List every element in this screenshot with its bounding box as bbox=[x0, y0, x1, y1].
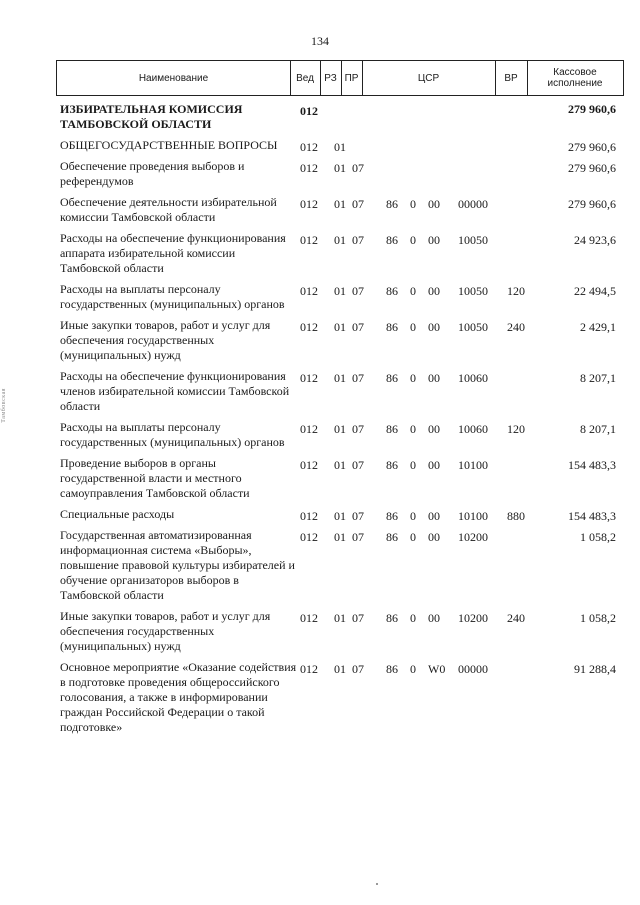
row-ved: 012 bbox=[300, 140, 318, 154]
row-vr: 880 bbox=[507, 509, 525, 523]
row-amount: 91 288,4 bbox=[574, 662, 616, 676]
row-rz: 01 bbox=[334, 458, 346, 472]
table-row bbox=[0, 102, 640, 132]
row-c2: 0 bbox=[410, 284, 416, 298]
row-amount: 279 960,6 bbox=[568, 161, 616, 175]
row-c3: 00 bbox=[428, 197, 440, 211]
row-name: Основное мероприятие «Оказание содействия в подготовке проведения общероссийского голосования, а также в информировании граждан Российской Федерации о такой подготовке» bbox=[60, 660, 297, 734]
row-name: Иные закупки товаров, работ и услуг для обеспечения государственных (муниципальных) нужд bbox=[60, 609, 271, 653]
row-ved: 012 bbox=[300, 371, 318, 385]
row-ved: 012 bbox=[300, 284, 318, 298]
header-rz: РЗ bbox=[320, 61, 342, 95]
row-c3: 00 bbox=[428, 530, 440, 544]
row-name: ОБЩЕГОСУДАРСТВЕННЫЕ ВОПРОСЫ bbox=[60, 138, 278, 152]
row-ved: 012 bbox=[300, 422, 318, 436]
table-header bbox=[56, 60, 624, 96]
row-c1: 86 bbox=[386, 371, 398, 385]
row-c4: 10100 bbox=[458, 458, 488, 472]
row-pr: 07 bbox=[352, 197, 364, 211]
row-c4: 10050 bbox=[458, 233, 488, 247]
row-c1: 86 bbox=[386, 458, 398, 472]
row-c2: 0 bbox=[410, 371, 416, 385]
row-name: Расходы на обеспечение функционирования аппарата избирательной комиссии Тамбовской области bbox=[60, 231, 286, 275]
row-pr: 07 bbox=[352, 662, 364, 676]
header-name: Наименование bbox=[57, 61, 291, 95]
header-csr: ЦСР bbox=[362, 61, 496, 95]
row-ved: 012 bbox=[300, 662, 318, 676]
row-ved: 012 bbox=[300, 509, 318, 523]
row-c3: 00 bbox=[428, 233, 440, 247]
row-name: Обеспечение деятельности избирательной комиссии Тамбовской области bbox=[60, 195, 277, 224]
row-rz: 01 bbox=[334, 422, 346, 436]
row-rz: 01 bbox=[334, 233, 346, 247]
row-c3: 00 bbox=[428, 422, 440, 436]
table-row bbox=[0, 507, 640, 522]
row-c1: 86 bbox=[386, 233, 398, 247]
row-c4: 10200 bbox=[458, 530, 488, 544]
row-c2: 0 bbox=[410, 611, 416, 625]
row-rz: 01 bbox=[334, 530, 346, 544]
table-row bbox=[0, 609, 640, 654]
row-c1: 86 bbox=[386, 284, 398, 298]
side-margin-mark: Тамбовская bbox=[1, 388, 7, 423]
row-amount: 24 923,6 bbox=[574, 233, 616, 247]
table-row bbox=[0, 318, 640, 363]
row-amount: 8 207,1 bbox=[580, 422, 616, 436]
row-pr: 07 bbox=[352, 371, 364, 385]
row-pr: 07 bbox=[352, 284, 364, 298]
row-c4: 00000 bbox=[458, 662, 488, 676]
row-pr: 07 bbox=[352, 458, 364, 472]
row-c1: 86 bbox=[386, 530, 398, 544]
row-c4: 10200 bbox=[458, 611, 488, 625]
row-amount: 154 483,3 bbox=[568, 458, 616, 472]
table-row bbox=[0, 159, 640, 189]
row-vr: 240 bbox=[507, 320, 525, 334]
row-c3: 00 bbox=[428, 509, 440, 523]
row-name: Проведение выборов в органы государственной власти и местного самоуправления Тамбовской области bbox=[60, 456, 250, 500]
row-c2: 0 bbox=[410, 233, 416, 247]
row-ved: 012 bbox=[300, 611, 318, 625]
row-ved: 012 bbox=[300, 320, 318, 334]
header-pr: ПР bbox=[341, 61, 363, 95]
table-row bbox=[0, 456, 640, 501]
row-c2: 0 bbox=[410, 509, 416, 523]
row-rz: 01 bbox=[334, 161, 346, 175]
row-rz: 01 bbox=[334, 140, 346, 154]
table-body bbox=[0, 102, 640, 741]
row-c2: 0 bbox=[410, 422, 416, 436]
row-c3: W0 bbox=[428, 662, 446, 676]
table-row bbox=[0, 138, 640, 153]
row-ved: 012 bbox=[300, 197, 318, 211]
row-c2: 0 bbox=[410, 530, 416, 544]
row-amount: 2 429,1 bbox=[580, 320, 616, 334]
row-ved: 012 bbox=[300, 530, 318, 544]
row-rz: 01 bbox=[334, 284, 346, 298]
row-c3: 00 bbox=[428, 371, 440, 385]
row-amount: 279 960,6 bbox=[568, 102, 616, 116]
scan-dot bbox=[376, 883, 378, 885]
row-amount: 279 960,6 bbox=[568, 140, 616, 154]
row-rz: 01 bbox=[334, 320, 346, 334]
row-pr: 07 bbox=[352, 611, 364, 625]
row-name: Расходы на обеспечение функционирования членов избирательной комиссии Тамбовской области bbox=[60, 369, 290, 413]
row-c3: 00 bbox=[428, 611, 440, 625]
table-row bbox=[0, 231, 640, 276]
row-name: ИЗБИРАТЕЛЬНАЯ КОМИССИЯ ТАМБОВСКОЙ ОБЛАСТИ bbox=[60, 102, 243, 131]
row-amount: 154 483,3 bbox=[568, 509, 616, 523]
row-c1: 86 bbox=[386, 320, 398, 334]
row-pr: 07 bbox=[352, 509, 364, 523]
row-c1: 86 bbox=[386, 662, 398, 676]
row-name: Специальные расходы bbox=[60, 507, 175, 521]
row-c3: 00 bbox=[428, 284, 440, 298]
row-vr: 120 bbox=[507, 422, 525, 436]
row-ved: 012 bbox=[300, 233, 318, 247]
row-pr: 07 bbox=[352, 530, 364, 544]
row-c4: 10100 bbox=[458, 509, 488, 523]
row-rz: 01 bbox=[334, 509, 346, 523]
row-c2: 0 bbox=[410, 197, 416, 211]
table-row bbox=[0, 528, 640, 603]
row-ved: 012 bbox=[300, 161, 318, 175]
row-amount: 22 494,5 bbox=[574, 284, 616, 298]
row-vr: 240 bbox=[507, 611, 525, 625]
row-pr: 07 bbox=[352, 422, 364, 436]
row-name: Обеспечение проведения выборов и референдумов bbox=[60, 159, 245, 188]
row-rz: 01 bbox=[334, 662, 346, 676]
row-rz: 01 bbox=[334, 371, 346, 385]
row-amount: 1 058,2 bbox=[580, 530, 616, 544]
header-amount: Кассовое исполнение bbox=[547, 67, 603, 89]
table-row bbox=[0, 282, 640, 312]
table-row bbox=[0, 195, 640, 225]
row-c3: 00 bbox=[428, 458, 440, 472]
row-amount: 279 960,6 bbox=[568, 197, 616, 211]
row-c2: 0 bbox=[410, 662, 416, 676]
row-c2: 0 bbox=[410, 458, 416, 472]
row-c2: 0 bbox=[410, 320, 416, 334]
header-vr: ВР bbox=[495, 61, 528, 95]
row-ved: 012 bbox=[300, 104, 318, 118]
row-c4: 10060 bbox=[458, 371, 488, 385]
row-c4: 10050 bbox=[458, 284, 488, 298]
row-name: Иные закупки товаров, работ и услуг для обеспечения государственных (муниципальных) нужд bbox=[60, 318, 271, 362]
row-c1: 86 bbox=[386, 197, 398, 211]
row-amount: 1 058,2 bbox=[580, 611, 616, 625]
row-c3: 00 bbox=[428, 320, 440, 334]
header-ved: Вед bbox=[290, 61, 321, 95]
table-row bbox=[0, 660, 640, 735]
page-number: 134 bbox=[311, 34, 329, 48]
table-row bbox=[0, 420, 640, 450]
row-pr: 07 bbox=[352, 320, 364, 334]
row-ved: 012 bbox=[300, 458, 318, 472]
row-c1: 86 bbox=[386, 509, 398, 523]
row-c1: 86 bbox=[386, 422, 398, 436]
row-c4: 10050 bbox=[458, 320, 488, 334]
row-c4: 00000 bbox=[458, 197, 488, 211]
row-pr: 07 bbox=[352, 161, 364, 175]
row-rz: 01 bbox=[334, 611, 346, 625]
row-name: Государственная автоматизированная информационная система «Выборы», повышение правовой культуры избирателей и обучение организаторов выборов в Тамбовской области bbox=[60, 528, 295, 602]
row-vr: 120 bbox=[507, 284, 525, 298]
row-name: Расходы на выплаты персоналу государственных (муниципальных) органов bbox=[60, 420, 285, 449]
row-c4: 10060 bbox=[458, 422, 488, 436]
row-rz: 01 bbox=[334, 197, 346, 211]
row-pr: 07 bbox=[352, 233, 364, 247]
row-amount: 8 207,1 bbox=[580, 371, 616, 385]
table-row bbox=[0, 369, 640, 414]
row-name: Расходы на выплаты персоналу государственных (муниципальных) органов bbox=[60, 282, 285, 311]
row-c1: 86 bbox=[386, 611, 398, 625]
